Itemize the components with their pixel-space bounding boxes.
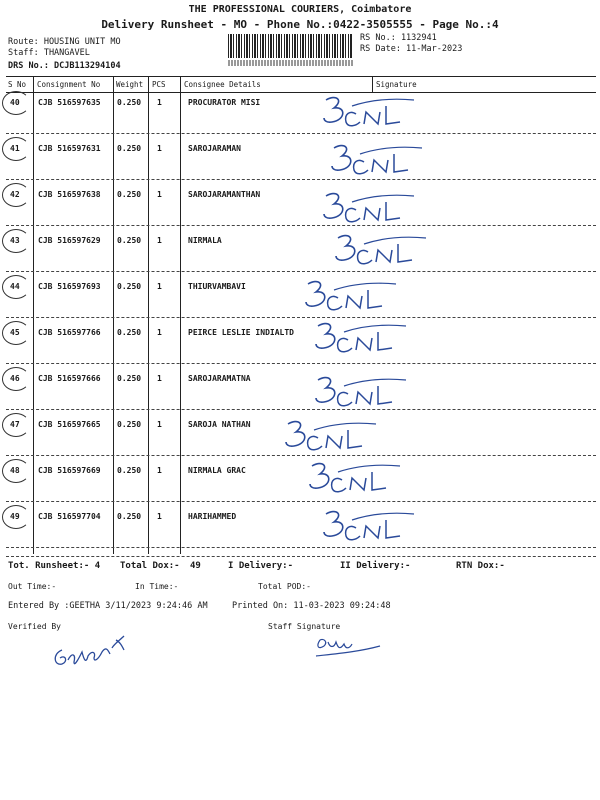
staff-signature — [310, 632, 390, 662]
col-divider — [372, 76, 373, 92]
row-signature-mark — [310, 372, 420, 418]
row-pcs: 1 — [157, 282, 162, 291]
row-sno: 43 — [10, 236, 20, 245]
entered-by: Entered By :GEETHA 3/11/2023 9:24:46 AM — [8, 601, 208, 611]
barcode-caption — [228, 60, 353, 66]
drs-number: DRS No.: DCJB113294104 — [8, 61, 121, 71]
i-delivery-label: I Delivery:- — [228, 561, 294, 571]
row-consignee: SAROJARAMAN — [188, 144, 241, 153]
printed-on: Printed On: 11-03-2023 09:24:48 — [232, 601, 391, 611]
row-separator — [6, 271, 596, 272]
row-separator — [6, 547, 596, 548]
row-signature-mark — [304, 458, 414, 504]
serial-circle-mark — [2, 321, 30, 345]
row-consignee: SAROJARAMATNA — [188, 374, 251, 383]
row-pcs: 1 — [157, 236, 162, 245]
col-consignment: Consignment No — [37, 80, 101, 89]
row-consignment-no: CJB 516597766 — [38, 328, 101, 337]
row-consignee: PROCURATOR MISI — [188, 98, 261, 107]
row-sno: 47 — [10, 420, 20, 429]
row-consignee: PEIRCE LESLIE INDIALTD — [188, 328, 294, 337]
row-pcs: 1 — [157, 98, 162, 107]
row-sno: 46 — [10, 374, 20, 383]
serial-circle-mark — [2, 91, 30, 115]
row-consignee: HARIHAMMED — [188, 512, 237, 521]
verified-by-signature — [50, 630, 140, 675]
row-consignment-no: CJB 516597704 — [38, 512, 101, 521]
row-signature-mark — [280, 416, 390, 462]
col-signature: Signature — [376, 80, 417, 89]
row-weight: 0.250 — [117, 144, 142, 153]
col-consignee: Consignee Details — [184, 80, 261, 89]
row-signature-mark — [310, 318, 420, 364]
total-pod-label: Total POD:- — [258, 582, 311, 591]
row-weight: 0.250 — [117, 236, 142, 245]
row-separator — [6, 225, 596, 226]
row-consignee: SAROJA NATHAN — [188, 420, 251, 429]
total-dox-value: 49 — [190, 561, 201, 571]
row-consignment-no: CJB 516597665 — [38, 420, 101, 429]
row-consignment-no: CJB 516597638 — [38, 190, 101, 199]
row-signature-mark — [300, 276, 410, 322]
route-label: Route: HOUSING UNIT MO — [8, 37, 121, 47]
row-consignment-no: CJB 516597669 — [38, 466, 101, 475]
footer-rule — [6, 556, 596, 557]
serial-circle-mark — [2, 229, 30, 253]
col-pcs: PCS — [152, 80, 166, 89]
row-sno: 41 — [10, 144, 20, 153]
staff-signature-label: Staff Signature — [268, 622, 341, 631]
rs-date: RS Date: 11-Mar-2023 — [360, 44, 463, 54]
row-sno: 44 — [10, 282, 20, 291]
rs-number: RS No.: 1132941 — [360, 33, 437, 43]
row-consignment-no: CJB 516597693 — [38, 282, 101, 291]
company-title: THE PROFESSIONAL COURIERS, Coimbatore — [188, 4, 412, 15]
serial-circle-mark — [2, 137, 30, 161]
row-weight: 0.250 — [117, 98, 142, 107]
row-sno: 40 — [10, 98, 20, 107]
col-sno: S No — [8, 80, 27, 89]
row-consignment-no: CJB 516597635 — [38, 98, 101, 107]
serial-circle-mark — [2, 367, 30, 391]
serial-circle-mark — [2, 183, 30, 207]
total-dox-label: Total Dox:- — [120, 561, 180, 571]
serial-circle-mark — [2, 505, 30, 529]
row-weight: 0.250 — [117, 512, 142, 521]
table-header-rule — [6, 92, 596, 93]
tot-runsheet: Tot. Runsheet:- 4 — [8, 561, 101, 571]
row-consignee: NIRMALA — [188, 236, 222, 245]
row-consignment-no: CJB 516597666 — [38, 374, 101, 383]
row-separator — [6, 501, 596, 502]
row-separator — [6, 409, 596, 410]
row-weight: 0.250 — [117, 420, 142, 429]
row-pcs: 1 — [157, 420, 162, 429]
row-weight: 0.250 — [117, 190, 142, 199]
row-sno: 48 — [10, 466, 20, 475]
col-divider — [148, 76, 149, 554]
serial-circle-mark — [2, 413, 30, 437]
row-signature-mark — [330, 230, 440, 276]
row-consignee: SAROJARAMANTHAN — [188, 190, 261, 199]
row-pcs: 1 — [157, 466, 162, 475]
verified-by-label: Verified By — [8, 622, 61, 631]
serial-circle-mark — [2, 275, 30, 299]
table-top-rule — [6, 76, 596, 77]
ii-delivery-label: II Delivery:- — [340, 561, 411, 571]
row-signature-mark — [318, 92, 428, 138]
rtn-dox-label: RTN Dox:- — [456, 561, 505, 571]
row-pcs: 1 — [157, 190, 162, 199]
row-weight: 0.250 — [117, 466, 142, 475]
in-time-label: In Time:- — [135, 582, 179, 591]
row-weight: 0.250 — [117, 328, 142, 337]
row-separator — [6, 179, 596, 180]
row-sno: 42 — [10, 190, 20, 199]
row-pcs: 1 — [157, 512, 162, 521]
row-sno: 49 — [10, 512, 20, 521]
row-separator — [6, 363, 596, 364]
row-signature-mark — [318, 506, 428, 552]
row-consignment-no: CJB 516597629 — [38, 236, 101, 245]
out-time-label: Out Time:- — [8, 582, 57, 591]
row-consignee: THIURVAMBAVI — [188, 282, 246, 291]
col-divider — [113, 76, 114, 554]
col-divider — [33, 76, 34, 554]
row-weight: 0.250 — [117, 374, 142, 383]
row-sno: 45 — [10, 328, 20, 337]
row-signature-mark — [326, 140, 436, 186]
row-weight: 0.250 — [117, 282, 142, 291]
row-consignee: NIRMALA GRAC — [188, 466, 246, 475]
row-signature-mark — [318, 188, 428, 234]
row-consignment-no: CJB 516597631 — [38, 144, 101, 153]
runsheet-title: Delivery Runsheet - MO - Phone No.:0422-3505555 - Page No.:4 — [101, 18, 499, 31]
row-pcs: 1 — [157, 374, 162, 383]
row-separator — [6, 133, 596, 134]
staff-label: Staff: THANGAVEL — [8, 48, 90, 58]
barcode-image — [228, 34, 353, 58]
col-divider — [180, 76, 181, 554]
row-pcs: 1 — [157, 328, 162, 337]
row-pcs: 1 — [157, 144, 162, 153]
serial-circle-mark — [2, 459, 30, 483]
col-weight: Weight — [116, 80, 144, 89]
